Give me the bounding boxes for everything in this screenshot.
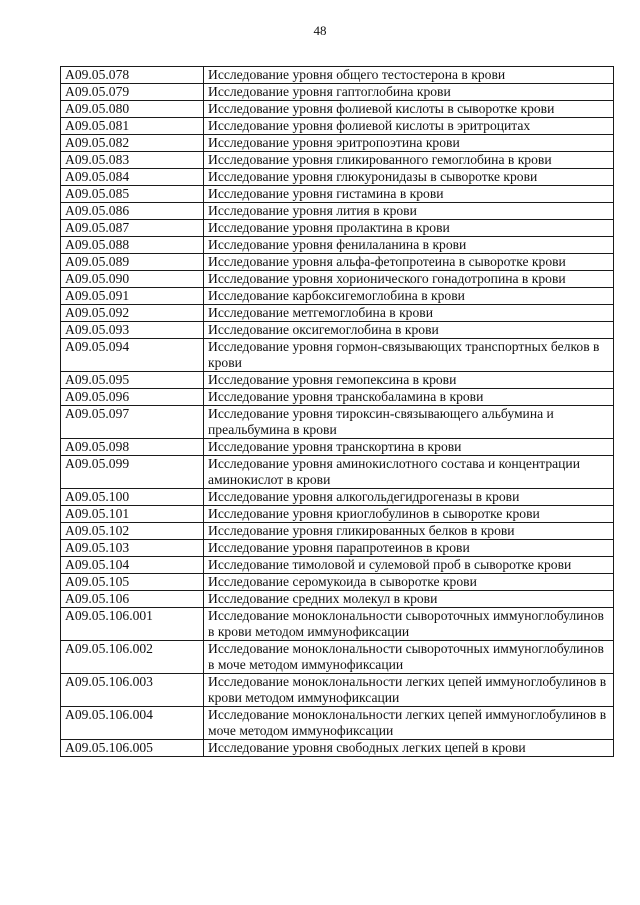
row-code: A09.05.100: [61, 489, 204, 506]
row-description: Исследование уровня эритропоэтина крови: [204, 135, 614, 152]
row-code: A09.05.079: [61, 84, 204, 101]
table-row: [61, 389, 614, 406]
row-description: Исследование уровня гликированного гемоглобина в крови: [204, 152, 614, 169]
row-description: Исследование уровня фенилаланина в крови: [204, 237, 614, 254]
table-row: [61, 84, 614, 101]
table-row: [61, 439, 614, 456]
row-code: A09.05.106: [61, 591, 204, 608]
table-row: [61, 67, 614, 84]
table-row: [61, 220, 614, 237]
table-row: [61, 406, 614, 439]
row-code: A09.05.097: [61, 406, 204, 439]
row-code: A09.05.099: [61, 456, 204, 489]
row-code: A09.05.096: [61, 389, 204, 406]
row-code: A09.05.102: [61, 523, 204, 540]
table-row: [61, 203, 614, 220]
row-code: A09.05.082: [61, 135, 204, 152]
table-row: [61, 186, 614, 203]
codes-table-body: [61, 67, 614, 757]
row-code: A09.05.084: [61, 169, 204, 186]
table-row: [61, 674, 614, 707]
row-code: A09.05.092: [61, 305, 204, 322]
row-code: A09.05.106.003: [61, 674, 204, 707]
table-row: [61, 288, 614, 305]
table-row: [61, 372, 614, 389]
row-code: A09.05.098: [61, 439, 204, 456]
row-code: A09.05.103: [61, 540, 204, 557]
table-row: [61, 456, 614, 489]
row-description: Исследование средних молекул в крови: [204, 591, 614, 608]
row-description: Исследование уровня криоглобулинов в сыворотке крови: [204, 506, 614, 523]
row-description: Исследование уровня транскортина в крови: [204, 439, 614, 456]
row-description: Исследование уровня пролактина в крови: [204, 220, 614, 237]
row-description: Исследование уровня парапротеинов в крови: [204, 540, 614, 557]
row-description: Исследование уровня лития в крови: [204, 203, 614, 220]
row-description: Исследование моноклональности легких цепей иммуноглобулинов в моче методом иммунофиксации: [204, 707, 614, 740]
table-row: [61, 152, 614, 169]
row-description: Исследование оксигемоглобина в крови: [204, 322, 614, 339]
row-description: Исследование моноклональности легких цепей иммуноглобулинов в крови методом иммунофиксации: [204, 674, 614, 707]
row-code: A09.05.083: [61, 152, 204, 169]
row-code: A09.05.078: [61, 67, 204, 84]
table-row: [61, 169, 614, 186]
table-row: [61, 740, 614, 757]
table-row: [61, 101, 614, 118]
table-row: [61, 574, 614, 591]
row-description: Исследование уровня общего тестостерона в крови: [204, 67, 614, 84]
row-description: Исследование моноклональности сывороточных иммуноглобулинов в крови методом иммунофиксации: [204, 608, 614, 641]
table-row: [61, 305, 614, 322]
table-row: [61, 254, 614, 271]
row-code: A09.05.104: [61, 557, 204, 574]
row-description: Исследование моноклональности сывороточных иммуноглобулинов в моче методом иммунофиксации: [204, 641, 614, 674]
row-description: Исследование уровня аминокислотного состава и концентрации аминокислот в крови: [204, 456, 614, 489]
row-description: Исследование уровня тироксин-связывающего альбумина и преальбумина в крови: [204, 406, 614, 439]
row-description: Исследование уровня гликированных белков в крови: [204, 523, 614, 540]
table-row: [61, 707, 614, 740]
row-code: A09.05.088: [61, 237, 204, 254]
row-description: Исследование метгемоглобина в крови: [204, 305, 614, 322]
table-row: [61, 322, 614, 339]
row-code: A09.05.095: [61, 372, 204, 389]
row-description: Исследование уровня гормон-связывающих транспортных белков в крови: [204, 339, 614, 372]
row-description: Исследование уровня фолиевой кислоты в эритроцитах: [204, 118, 614, 135]
row-description: Исследование уровня хорионического гонадотропина в крови: [204, 271, 614, 288]
row-description: Исследование уровня гаптоглобина крови: [204, 84, 614, 101]
row-code: A09.05.106.004: [61, 707, 204, 740]
row-description: Исследование серомукоида в сыворотке крови: [204, 574, 614, 591]
row-code: A09.05.093: [61, 322, 204, 339]
table-row: [61, 523, 614, 540]
codes-table: [60, 66, 614, 757]
row-description: Исследование уровня альфа-фетопротеина в сыворотке крови: [204, 254, 614, 271]
row-description: Исследование уровня гистамина в крови: [204, 186, 614, 203]
row-code: A09.05.106.002: [61, 641, 204, 674]
row-description: Исследование уровня алкогольдегидрогеназы в крови: [204, 489, 614, 506]
row-description: Исследование уровня фолиевой кислоты в сыворотке крови: [204, 101, 614, 118]
row-description: Исследование тимоловой и сулемовой проб в сыворотке крови: [204, 557, 614, 574]
table-row: [61, 608, 614, 641]
table-row: [61, 557, 614, 574]
table-row: [61, 135, 614, 152]
row-description: Исследование уровня глюкуронидазы в сыворотке крови: [204, 169, 614, 186]
row-code: A09.05.106.005: [61, 740, 204, 757]
row-code: A09.05.080: [61, 101, 204, 118]
row-description: Исследование уровня транскобаламина в крови: [204, 389, 614, 406]
row-description: Исследование карбоксигемоглобина в крови: [204, 288, 614, 305]
table-row: [61, 641, 614, 674]
table-row: [61, 489, 614, 506]
row-code: A09.05.087: [61, 220, 204, 237]
row-code: A09.05.106.001: [61, 608, 204, 641]
row-code: A09.05.101: [61, 506, 204, 523]
table-row: [61, 591, 614, 608]
table-row: [61, 540, 614, 557]
row-code: A09.05.081: [61, 118, 204, 135]
row-description: Исследование уровня гемопексина в крови: [204, 372, 614, 389]
table-row: [61, 118, 614, 135]
row-code: A09.05.105: [61, 574, 204, 591]
page-number: 48: [313, 23, 327, 38]
row-code: A09.05.090: [61, 271, 204, 288]
row-code: A09.05.086: [61, 203, 204, 220]
row-code: A09.05.091: [61, 288, 204, 305]
row-description: Исследование уровня свободных легких цепей в крови: [204, 740, 614, 757]
table-row: [61, 237, 614, 254]
row-code: A09.05.085: [61, 186, 204, 203]
table-row: [61, 339, 614, 372]
row-code: A09.05.094: [61, 339, 204, 372]
table-row: [61, 506, 614, 523]
row-code: A09.05.089: [61, 254, 204, 271]
table-row: [61, 271, 614, 288]
